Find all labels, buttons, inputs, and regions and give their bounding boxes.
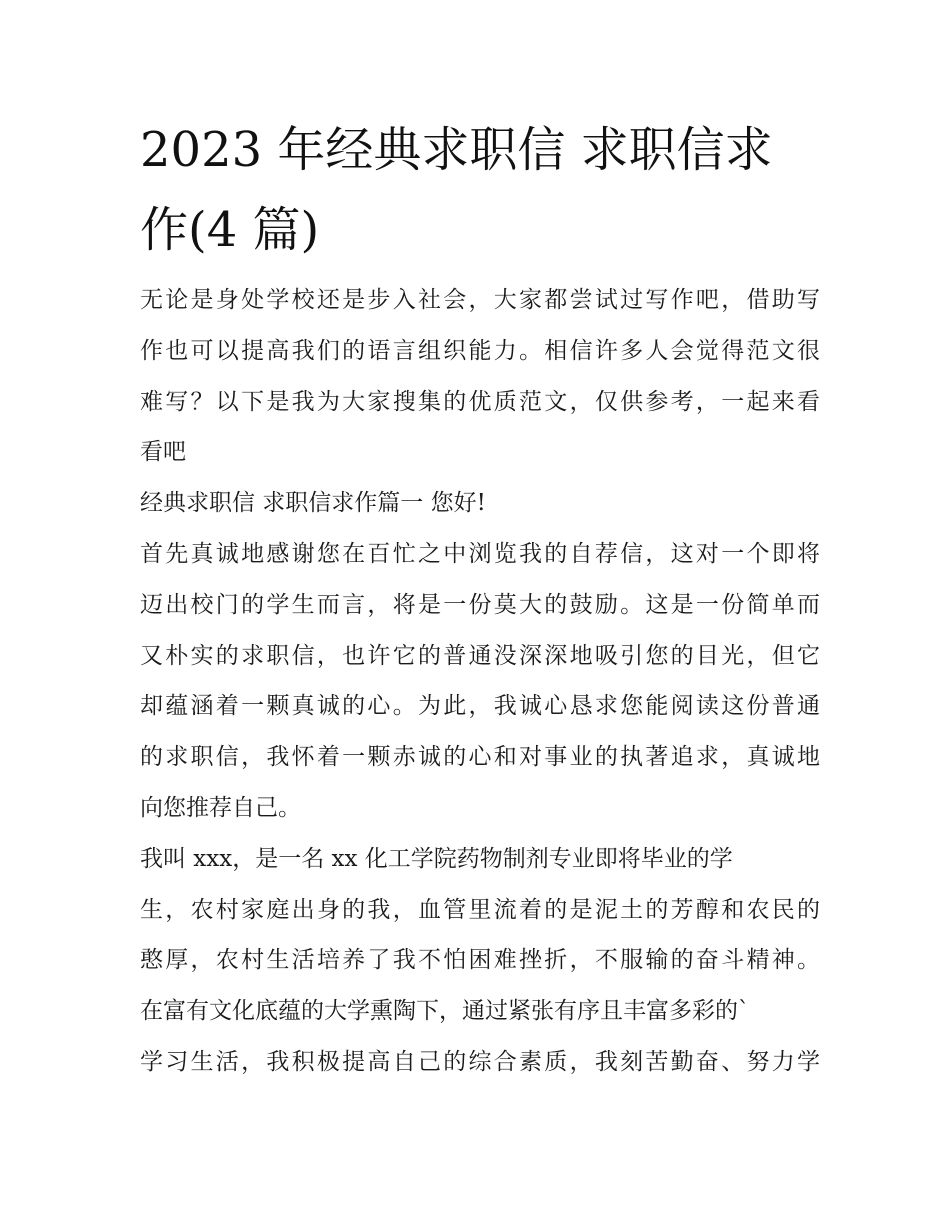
page-title (140, 110, 820, 270)
body-line: 难写？以下是我为大家搜集的优质范文，仅供参考，一起来看 (140, 388, 820, 415)
body-line: 憨厚，农村生活培养了我不怕困难挫折，不服输的奋斗精神。 (140, 947, 820, 974)
body-line: 我叫 xxx，是一名 xx 化工学院药物制剂专业即将毕业的学 (140, 845, 733, 872)
body-line: 却蕴涵着一颗真诚的心。为此，我诚心恳求您能阅读这份普通 (140, 693, 820, 720)
body-line: 迈出校门的学生而言，将是一份莫大的鼓励。这是一份简单而 (140, 591, 820, 618)
body-line: 向您推荐自己。 (140, 794, 301, 821)
title-line-1: 2023 年经典求职信 求职信求 (140, 122, 773, 178)
body-line: 又朴实的求职信，也许它的普通没深深地吸引您的目光，但它 (140, 642, 820, 669)
body-line: 首先真诚地感谢您在百忙之中浏览我的自荐信，这对一个即将 (140, 540, 820, 567)
section-heading: 经典求职信 求职信求作篇一 您好! (140, 490, 486, 517)
body-line: 作也可以提高我们的语言组织能力。相信许多人会觉得范文很 (140, 337, 820, 364)
title-line-2: 作(4 篇) (140, 202, 320, 258)
document-body (140, 275, 820, 1088)
body-line: 无论是身处学校还是步入社会，大家都尝试过写作吧，借助写 (140, 287, 820, 313)
body-line: 学习生活，我积极提高自己的综合素质，我刻苦勤奋、努力学 (140, 1048, 820, 1075)
body-line: 看吧 (140, 439, 186, 466)
body-line: 生，农村家庭出身的我，血管里流着的是泥土的芳醇和农民的 (140, 896, 820, 923)
body-line: 的求职信，我怀着一颗赤诚的心和对事业的执著追求，真诚地 (140, 744, 820, 771)
body-line: 在富有文化底蕴的大学熏陶下，通过紧张有序且丰富多彩的` (140, 998, 750, 1025)
